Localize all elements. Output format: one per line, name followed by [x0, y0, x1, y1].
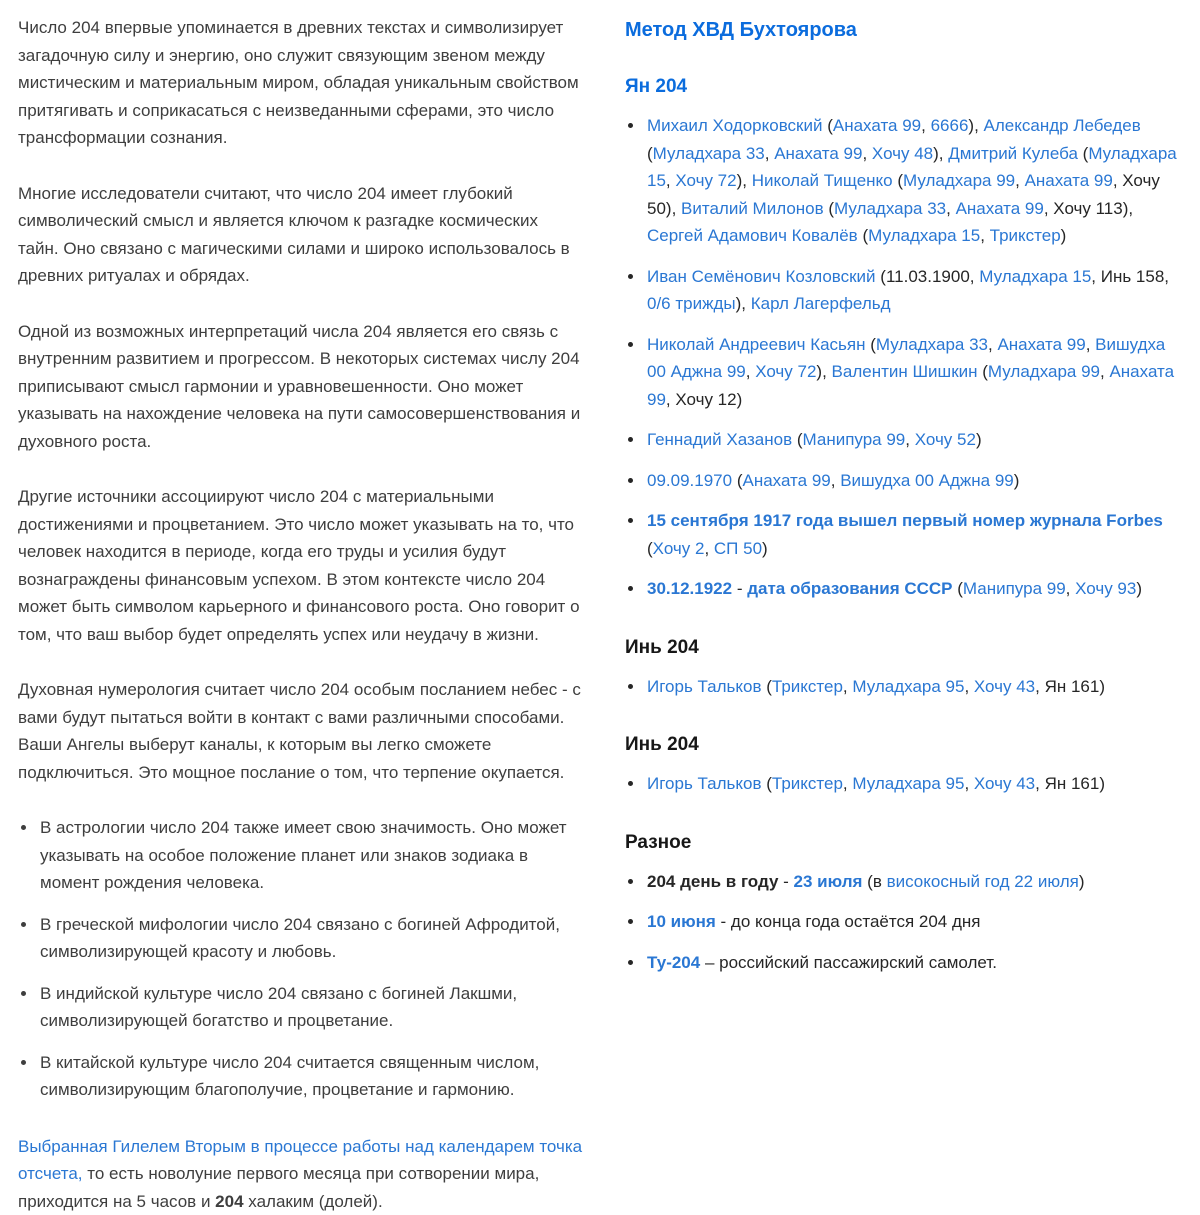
link[interactable]: Манипура 99: [963, 579, 1066, 598]
text-segment: (11.03.1900,: [876, 267, 980, 286]
link[interactable]: Михаил Ходорковский: [647, 116, 822, 135]
text-segment: (: [866, 335, 876, 354]
link[interactable]: Геннадий Хазанов: [647, 430, 792, 449]
text-segment: ): [1136, 579, 1142, 598]
link[interactable]: Муладхара 99: [988, 362, 1100, 381]
link[interactable]: 23 июля: [794, 872, 863, 891]
text-segment: ,: [1066, 579, 1075, 598]
link[interactable]: Александр Лебедев: [984, 116, 1141, 135]
link[interactable]: Хочу 2: [653, 539, 705, 558]
text-segment: ,: [1015, 171, 1024, 190]
fact-item: • В китайской культуре число 204 считается священным числом, символизирующим благополучие, процветание и гармонию.: [38, 1049, 583, 1104]
text-segment: ): [976, 430, 982, 449]
list-item: [645, 112, 1184, 250]
link[interactable]: СП 50: [714, 539, 762, 558]
link[interactable]: Иван Семёнович Козловский: [647, 267, 876, 286]
text-segment: ,: [964, 677, 973, 696]
text-segment: -: [732, 579, 747, 598]
link[interactable]: Игорь Тальков: [647, 774, 762, 793]
link[interactable]: Дмитрий Кулеба: [948, 144, 1078, 163]
link[interactable]: Анахата 99: [1025, 171, 1113, 190]
link[interactable]: Хочу 72: [755, 362, 816, 381]
section-heading: Ян 204: [625, 75, 1184, 99]
text-segment: 204 день в году: [647, 872, 778, 891]
link[interactable]: Анахата 99: [956, 199, 1044, 218]
text-segment: (: [893, 171, 903, 190]
link[interactable]: Муладхара 95: [852, 774, 964, 793]
text-segment: ),: [737, 171, 752, 190]
link[interactable]: Хочу 43: [974, 677, 1035, 696]
list-item: [645, 263, 1184, 318]
link[interactable]: Хочу 72: [675, 171, 736, 190]
text-segment: ,: [765, 144, 774, 163]
text-segment: Другие источники ассоциируют число 204 с материальными достижениями и процветанием. Это число может указывать на то, что человек находится в периоде, когда его труды и усилия будут вознаграждены финансовым успехом. В этом контексте число 204 может быть символом карьерного и финансового роста. Оно говорит о том, что ваш выбор будет определять успех или неудачу в жизни.: [18, 487, 580, 644]
text-segment: ),: [816, 362, 831, 381]
text-segment: (: [978, 362, 988, 381]
text-segment: Духовная нумерология считает число 204 особым посланием небес - с вами будут пытаться войти в контакт с вами различными способами. Ваши Ангелы выберут каналы, к которым вы легко сможете подключиться. Это мощное послание о том, что терпение окупается.: [18, 680, 581, 782]
list-item: [645, 908, 1184, 936]
link[interactable]: Муладхара 15: [979, 267, 1091, 286]
link[interactable]: Анахата 99: [774, 144, 862, 163]
text-segment: ,: [921, 116, 930, 135]
list-item: [645, 770, 1184, 798]
link[interactable]: Виталий Милонов: [681, 199, 824, 218]
paragraph: [18, 318, 583, 456]
list-item: [645, 426, 1184, 454]
text-segment: ),: [968, 116, 983, 135]
article-paragraphs: [18, 14, 583, 786]
link[interactable]: 15 сентября 1917 года вышел первый номер журнала Forbes: [647, 511, 1163, 530]
text-segment: (: [1078, 144, 1088, 163]
text-segment: ,: [1100, 362, 1109, 381]
link[interactable]: Хочу 93: [1075, 579, 1136, 598]
text-segment: ): [762, 539, 768, 558]
text-segment: Одной из возможных интерпретаций числа 204 является его связь с внутренним развитием и прогрессом. В некоторых системах числу 204 приписывают смысл гармонии и уравновешенности. Оно может указывать на нахождение человека на пути самосовершенствования и духовного роста.: [18, 322, 580, 451]
link[interactable]: Вишудха 00 Аджна 99: [647, 335, 1165, 382]
link[interactable]: Муладхара 15: [647, 144, 1177, 191]
text-segment: ,: [964, 774, 973, 793]
list-item: [645, 507, 1184, 562]
article-column: [18, 14, 583, 1215]
text-segment: ,: [946, 199, 955, 218]
paragraph: [18, 483, 583, 648]
text-segment: , Хочу 12): [666, 390, 742, 409]
list-item: [645, 868, 1184, 896]
list-item: [645, 673, 1184, 701]
link[interactable]: Муладхара 33: [834, 199, 946, 218]
link[interactable]: Сергей Адамович Ковалёв: [647, 226, 858, 245]
text-segment: Число 204 впервые упоминается в древних текстах и символизирует загадочную силу и энергию, оно служит связующим звеном между мистическим и материальным миром, обладая уникальным свойством притягивать и соприкасаться с неизведанными сферами, это число трансформации сознания.: [18, 18, 579, 147]
text-segment: (в: [862, 872, 886, 891]
text-segment: ),: [933, 144, 948, 163]
list-item: [645, 575, 1184, 603]
link[interactable]: Николай Андреевич Касьян: [647, 335, 866, 354]
fact-item: • В индийской культуре число 204 связано с богиней Лакшми, символизирующей богатство и процветание.: [38, 980, 583, 1035]
link[interactable]: Манипура 99: [803, 430, 906, 449]
text-segment: , Хочу 113),: [1044, 199, 1133, 218]
link[interactable]: 30.12.1922: [647, 579, 732, 598]
fact-item: • В астрологии число 204 также имеет свою значимость. Оно может указывать на особое положение планет или знаков зодиака в момент рождения человека.: [38, 814, 583, 897]
text-segment: ,: [862, 144, 871, 163]
link[interactable]: Хочу 43: [974, 774, 1035, 793]
link[interactable]: Муладхара 15: [868, 226, 980, 245]
text-segment: (: [858, 226, 868, 245]
text-segment: ),: [736, 294, 751, 313]
closing-paragraph: [18, 1133, 583, 1215]
text-segment: (: [762, 677, 772, 696]
link[interactable]: високосный год 22 июля: [887, 872, 1079, 891]
text-segment: (: [792, 430, 802, 449]
list-item: [645, 949, 1184, 977]
text-segment: халаким (долей).: [244, 1192, 383, 1211]
text-segment: -: [778, 872, 793, 891]
link[interactable]: Трикстер: [990, 226, 1061, 245]
text-segment: ,: [666, 171, 675, 190]
text-segment: - до конца года остаётся 204 дня: [716, 912, 981, 931]
text-segment: ): [1061, 226, 1067, 245]
text-segment: (: [647, 539, 653, 558]
section-heading: Инь 204: [625, 636, 1184, 660]
text-segment: (: [824, 199, 834, 218]
text-segment: (: [647, 144, 653, 163]
paragraph: [18, 676, 583, 786]
section-list: [625, 868, 1184, 977]
text-segment: ,: [905, 430, 914, 449]
text-segment: ,: [843, 677, 852, 696]
text-segment: , Хочу 50),: [647, 171, 1160, 218]
text-segment: , Инь 158,: [1091, 267, 1169, 286]
link[interactable]: Хочу 52: [915, 430, 976, 449]
link[interactable]: Муладхара 99: [903, 171, 1015, 190]
link[interactable]: Ту-204: [647, 953, 700, 972]
text-segment: ): [1014, 471, 1020, 490]
link[interactable]: 10 июня: [647, 912, 716, 931]
text-segment: , Ян 161): [1035, 677, 1105, 696]
text-segment: , Ян 161): [1035, 774, 1105, 793]
link[interactable]: Трикстер: [772, 677, 843, 696]
link[interactable]: Хочу 48: [872, 144, 933, 163]
section-list: [625, 112, 1184, 603]
text-segment: то есть новолуние первого месяца при сотворении мира, приходится на 5 часов и: [18, 1164, 539, 1211]
link[interactable]: Анахата 99: [742, 471, 830, 490]
link[interactable]: Карл Лагерфельд: [751, 294, 891, 313]
link[interactable]: Трикстер: [772, 774, 843, 793]
link[interactable]: Муладхара 33: [653, 144, 765, 163]
link[interactable]: 6666: [931, 116, 969, 135]
section-heading: Инь 204: [625, 733, 1184, 757]
text-segment: 204: [215, 1192, 243, 1211]
link[interactable]: Анахата 99: [833, 116, 921, 135]
text-segment: ): [1079, 872, 1085, 891]
link[interactable]: Вишудха 00 Аджна 99: [840, 471, 1014, 490]
fact-item: • В греческой мифологии число 204 связано с богиней Афродитой, символизирующей красоту и любовь.: [38, 911, 583, 966]
paragraph: [18, 14, 583, 152]
text-segment: ,: [1086, 335, 1095, 354]
section-heading: Разное: [625, 831, 1184, 855]
link[interactable]: Игорь Тальков: [647, 677, 762, 696]
section-list: [625, 673, 1184, 701]
text-segment: ,: [988, 335, 997, 354]
link[interactable]: дата образования СССР: [747, 579, 952, 598]
method-column: [625, 14, 1184, 1215]
text-segment: (: [762, 774, 772, 793]
link[interactable]: Николай Тищенко: [752, 171, 893, 190]
link[interactable]: Выбранная Гилелем Вторым в процессе работы над календарем точка отсчета,: [18, 1137, 582, 1184]
text-segment: ,: [831, 471, 840, 490]
text-segment: ,: [704, 539, 713, 558]
text-segment: (: [953, 579, 963, 598]
text-segment: (: [822, 116, 832, 135]
link[interactable]: Валентин Шишкин: [832, 362, 978, 381]
list-item: [645, 331, 1184, 414]
link[interactable]: 0/6 трижды: [647, 294, 736, 313]
section-list: [625, 770, 1184, 798]
fact-list: [18, 814, 583, 1104]
link[interactable]: Анахата 99: [647, 362, 1174, 409]
link[interactable]: Муладхара 33: [876, 335, 988, 354]
text-segment: – российский пассажирский самолет.: [700, 953, 997, 972]
text-segment: (: [732, 471, 742, 490]
text-segment: ,: [746, 362, 755, 381]
method-title: Метод ХВД Бухтоярова: [625, 18, 1184, 42]
text-segment: ,: [980, 226, 989, 245]
link[interactable]: Анахата 99: [997, 335, 1085, 354]
text-segment: ,: [843, 774, 852, 793]
text-segment: Многие исследователи считают, что число 204 имеет глубокий символический смысл и является ключом к разгадке космических тайн. Оно связано с магическими силами и широко использовалось в древних ритуалах и обрядах.: [18, 184, 570, 286]
link[interactable]: 09.09.1970: [647, 471, 732, 490]
list-item: [645, 467, 1184, 495]
paragraph: [18, 180, 583, 290]
link[interactable]: Муладхара 95: [852, 677, 964, 696]
method-sections: [625, 75, 1184, 976]
